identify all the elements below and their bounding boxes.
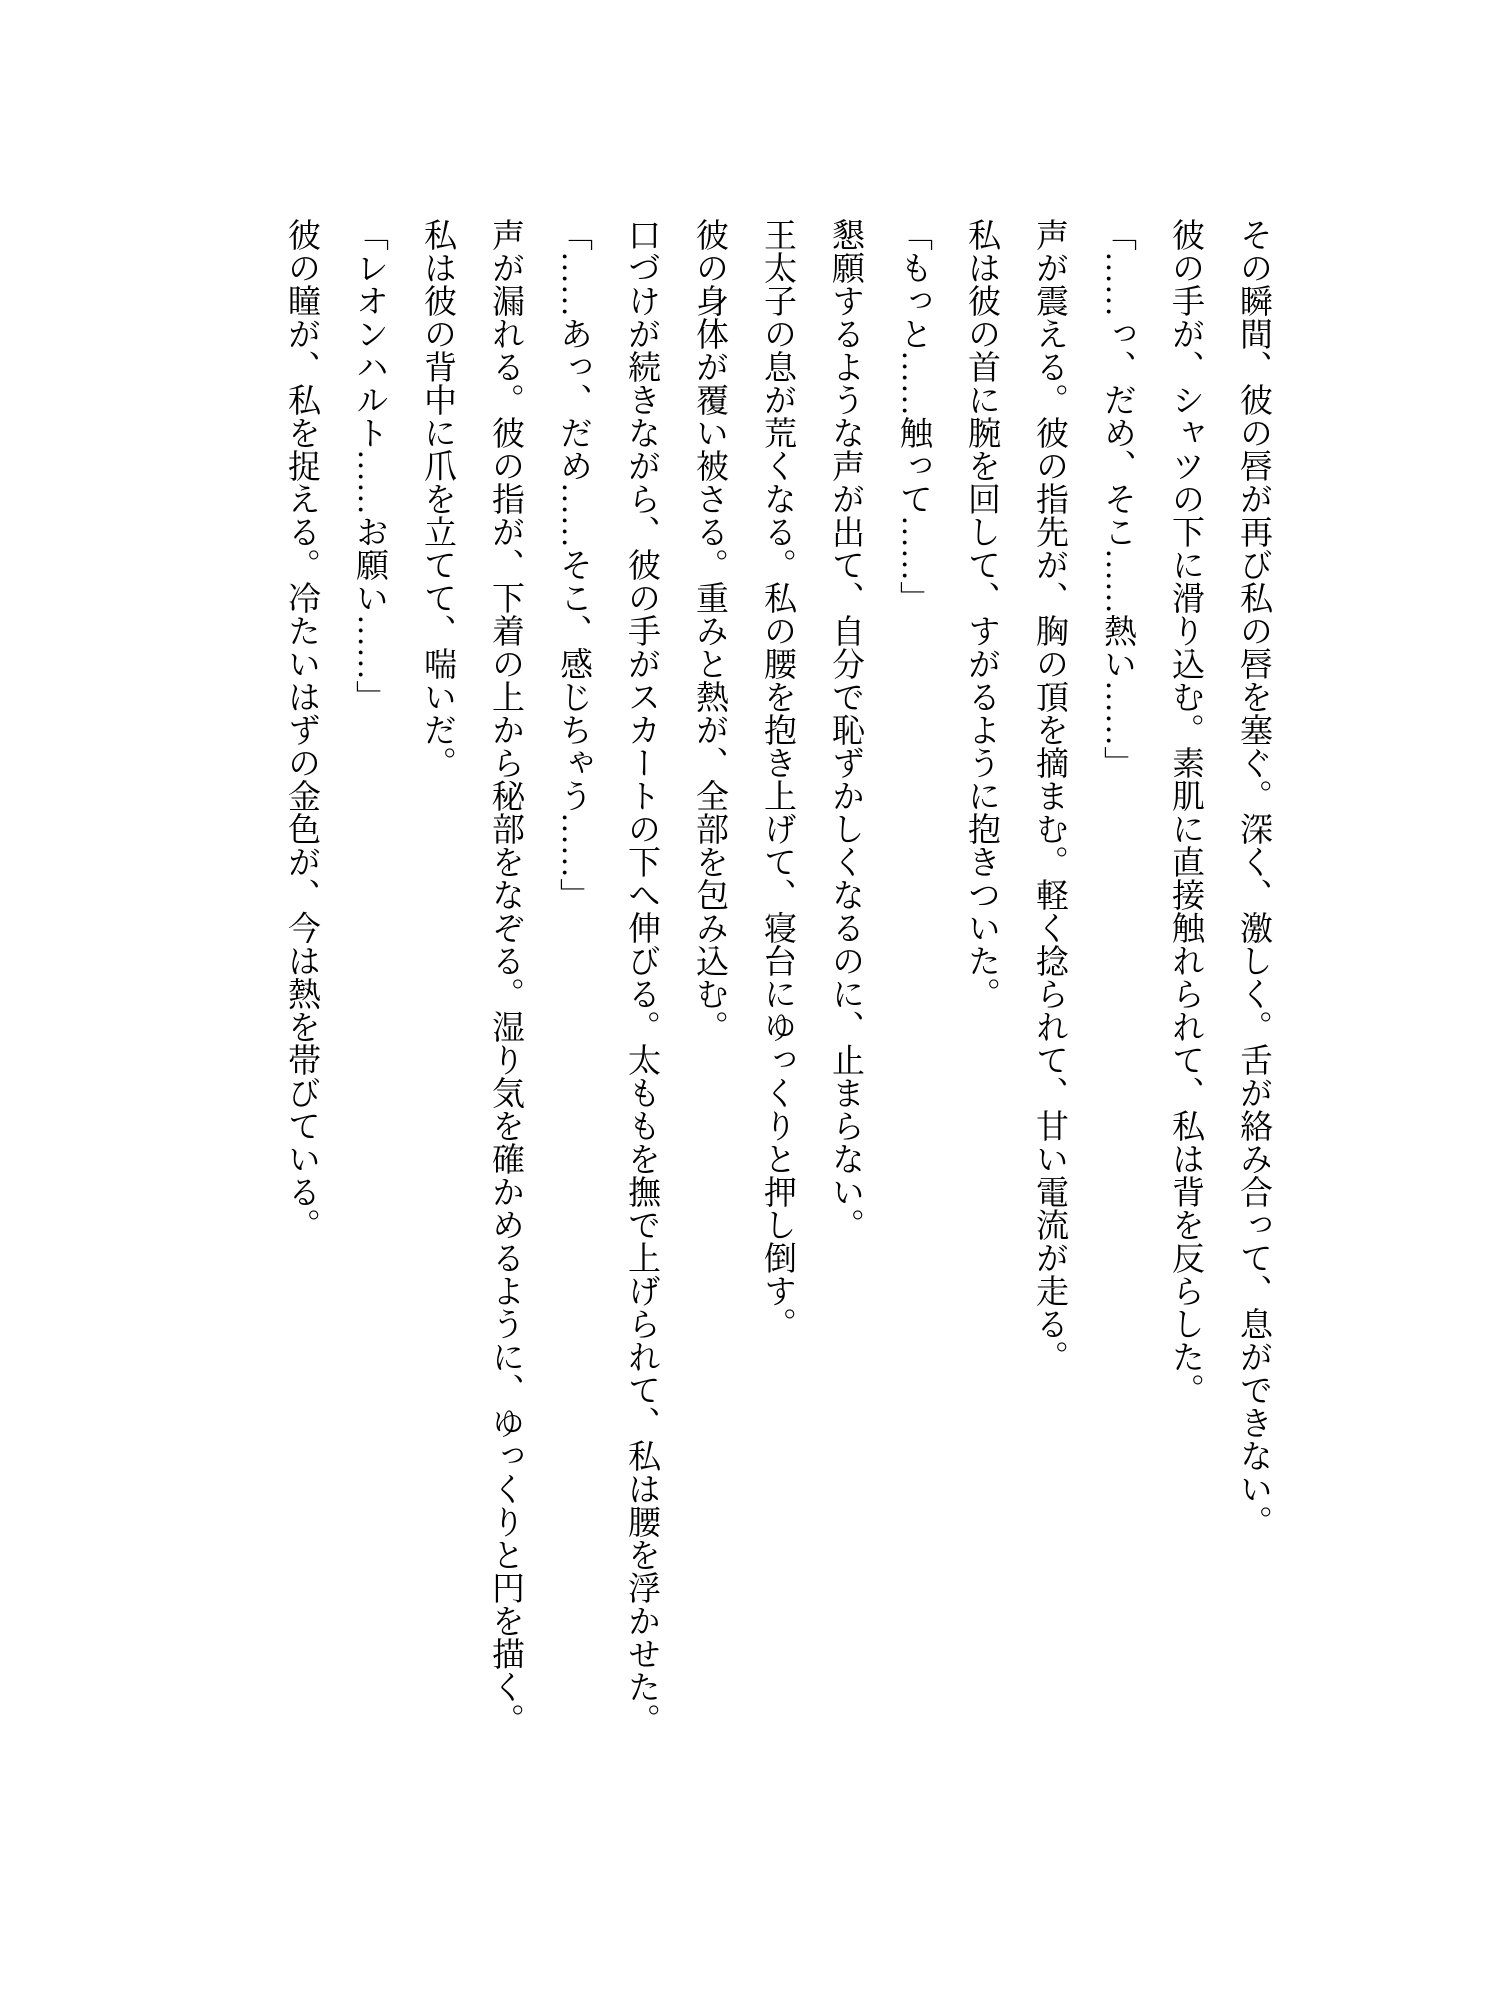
dialogue-line: 「……あっ、だめ……そこ、感じちゃう……」 [555, 218, 591, 911]
dialogue-line: 「もっと……触って……」 [895, 218, 931, 614]
paragraph: 私は彼の首に腕を回して、すがるように抱きついた。 [963, 218, 999, 1010]
paragraph: 彼の手が、シャツの下に滑り込む。素肌に直接触れられて、私は背を反らした。 [1167, 218, 1203, 1406]
paragraph: その瞬間、彼の唇が再び私の唇を塞ぐ。深く、激しく。舌が絡み合って、息ができない。 [1235, 218, 1271, 1538]
paragraph: 懇願するような声が出て、自分で恥ずかしくなるのに、止まらない。 [827, 218, 863, 1241]
dialogue-line: 「……っ、だめ、そこ……熱い……」 [1099, 218, 1135, 779]
paragraph: 私は彼の背中に爪を立てて、喘いだ。 [419, 218, 455, 779]
paragraph: 声が震える。彼の指先が、胸の頂を摘まむ。軽く捻られて、甘い電流が走る。 [1031, 218, 1067, 1373]
paragraph: 彼の身体が覆い被さる。重みと熱が、全部を包み込む。 [691, 218, 727, 1043]
paragraph: 口づけが続きながら、彼の手がスカートの下へ伸びる。太ももを撫で上げられて、私は腰を浮かせた。 [623, 218, 659, 1736]
paragraph: 王太子の息が荒くなる。私の腰を抱き上げて、寝台にゆっくりと押し倒す。 [759, 218, 795, 1340]
paragraph: 声が漏れる。彼の指が、下着の上から秘部をなぞる。湿り気を確かめるように、ゆっくりと円を描く。 [487, 218, 523, 1736]
vertical-text-block [267, 218, 1287, 1778]
paragraph: 彼の瞳が、私を捉える。冷たいはずの金色が、今は熱を帯びている。 [283, 218, 319, 1241]
dialogue-line: 「レオンハルト……お願い……」 [351, 218, 387, 713]
